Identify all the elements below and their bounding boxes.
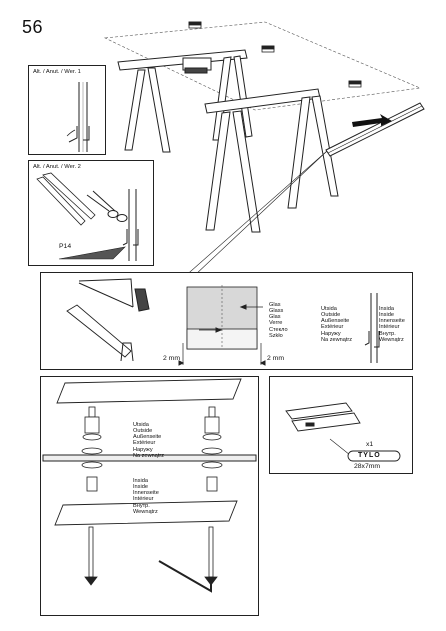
front-sawhorse xyxy=(205,89,338,232)
handle-drawing xyxy=(270,377,412,473)
alt2-drawing xyxy=(29,161,153,265)
assembly-panel xyxy=(40,376,259,616)
outside-words-detail: Utsida Outside Außenseite Extérieur Наружу Na zewnątrz xyxy=(321,305,353,344)
step-number: 56 xyxy=(22,17,44,37)
gap-left-label: 2 mm xyxy=(163,355,180,362)
handle-quantity: x1 xyxy=(366,441,374,448)
detail-drawing xyxy=(41,273,412,369)
alt1-label: Alt. / Anut. / Wer. 1 xyxy=(33,69,81,75)
hacksaw-icon xyxy=(79,279,149,311)
part-label-p14: P14 xyxy=(59,243,72,250)
alt2-label: Alt. / Anut. / Wer. 2 xyxy=(33,164,81,170)
left-fitting xyxy=(82,407,102,585)
allen-key-icon xyxy=(159,561,211,591)
profile-strip xyxy=(326,103,424,156)
alt1-profile-drawing xyxy=(29,66,105,154)
alt1-panel xyxy=(28,65,106,155)
inside-words-assembly: Insida Inside Innenseite Intérieur Внутр. Wewnątrz xyxy=(133,477,159,516)
handle-size: 28x7mm xyxy=(354,463,381,470)
glass-words: Glas Glass Glas Verre Стекло Szkło xyxy=(269,301,288,340)
inside-words-detail: Insida Inside Innenseite Intérieur Внутр. Wewnątrz xyxy=(379,305,405,344)
handle-panel xyxy=(269,376,413,474)
right-fitting xyxy=(202,407,222,585)
outside-words-assembly: Utsida Outside Außenseite Extérieur Наружу Na zewnątrz xyxy=(133,421,165,460)
detail-panel xyxy=(40,272,413,370)
gap-right-label: 2 mm xyxy=(267,355,284,362)
brand-logo: TYLÖ xyxy=(358,452,381,459)
alt2-panel xyxy=(28,160,154,266)
